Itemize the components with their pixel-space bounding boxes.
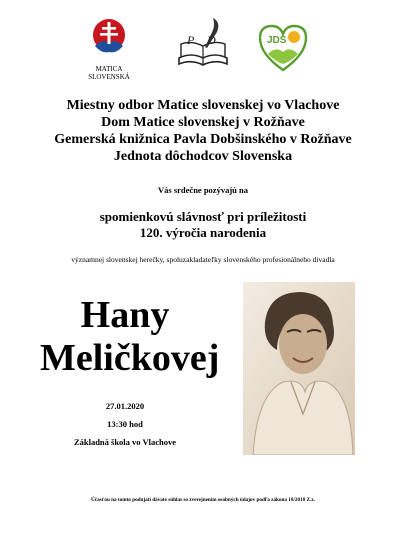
- occasion-text: [0, 209, 406, 241]
- event-time: 13:30 hod: [107, 419, 143, 429]
- jds-label: JDS: [267, 35, 287, 46]
- matica-caption: MATICA SLOVENSKÁ: [88, 65, 130, 81]
- organizers-list: [0, 97, 406, 165]
- organizer-line: Miestny odbor Matice slovenskej vo Vlachove: [66, 98, 340, 113]
- logo-row: [0, 14, 406, 84]
- occasion-line-2: 120. výročia narodenia: [139, 225, 267, 240]
- organizer-line: Gemerská knižnica Pavla Dobšinského v Rožňave: [54, 132, 352, 147]
- jds-heart-icon: [256, 20, 310, 74]
- occasion-line-1: spomienkovú slávnosť pri príležitosti: [99, 209, 307, 224]
- svg-text:P: P: [187, 33, 195, 47]
- organizer-line: Dom Matice slovenskej v Rožňave: [101, 115, 305, 130]
- matica-slovenska-logo: [86, 16, 132, 82]
- consent-footer: Účasťou na tomto podujatí dávate súhlas so zverejnením osobných údajov podľa zákona 18/2018 Z.z.: [91, 497, 315, 503]
- event-details: [40, 397, 210, 451]
- jds-logo: [256, 20, 310, 74]
- honoree-last-name: Meličkovej: [40, 337, 220, 379]
- invitation-text: Vás srdečne pozývajú na: [158, 185, 248, 195]
- matica-shield-icon: [92, 16, 126, 58]
- organizer-line: Jednota dôchodcov Slovenska: [113, 149, 293, 164]
- svg-text:D: D: [207, 33, 216, 47]
- honoree-first-name: Hany: [80, 294, 170, 336]
- honoree-portrait-photo: [243, 282, 355, 455]
- description-text: významnej slovenskej herečky, spoluzakladateľky slovenského profesionálneho divadla: [71, 255, 335, 264]
- event-venue: Základná škola vo Vlachove: [73, 437, 177, 447]
- library-logo: [173, 14, 233, 74]
- event-date: 27.01.2020: [105, 401, 145, 411]
- portrait-image: [243, 282, 355, 455]
- book-quill-icon: [173, 14, 233, 74]
